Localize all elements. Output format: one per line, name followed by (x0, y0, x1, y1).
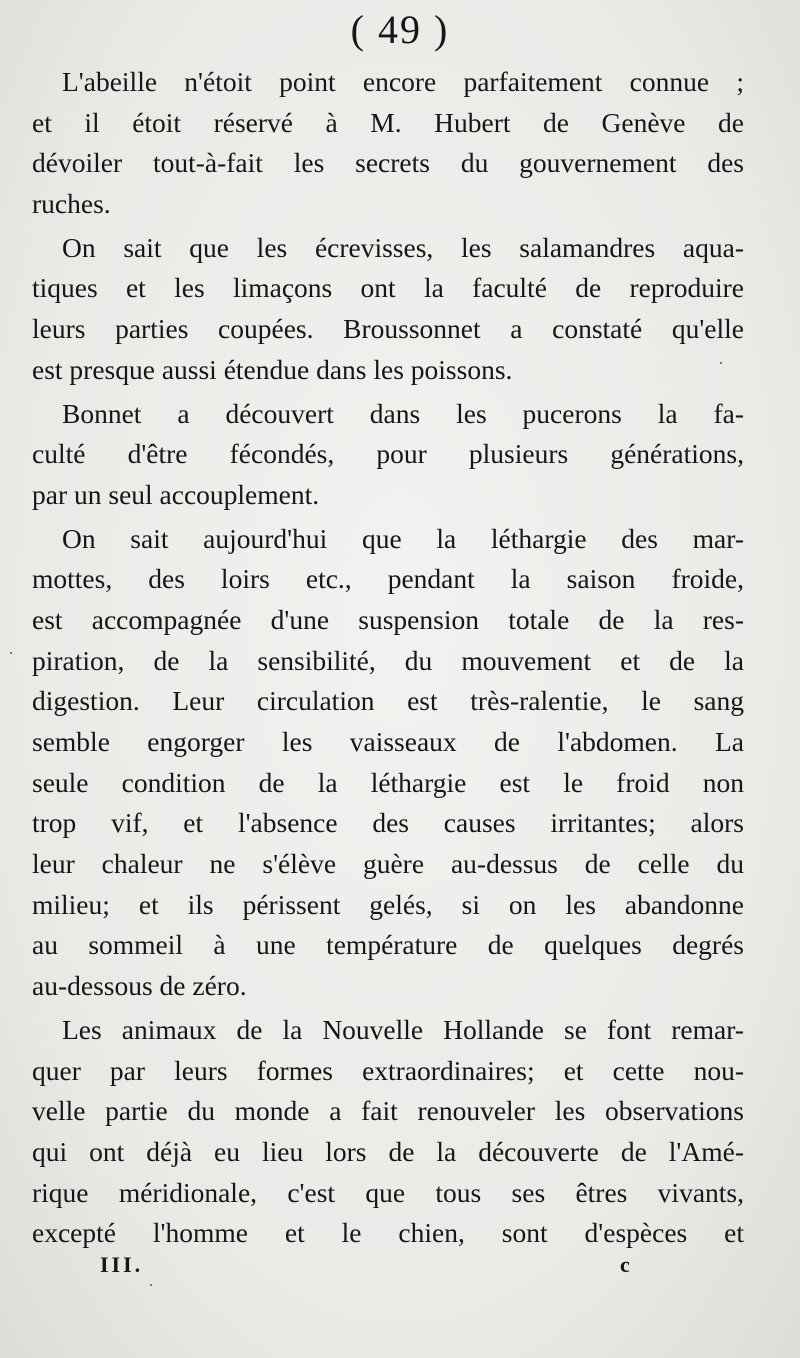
text-line: par un seul accouplement. (32, 478, 320, 510)
text-line: trop vif, et l'absence des causes irritantes; alors (32, 807, 744, 839)
paragraph (32, 1010, 744, 1254)
text-line: piration, de la sensibilité, du mouvement et de la (32, 644, 744, 676)
text-line: est presque aussi étendue dans les poissons. (32, 353, 513, 385)
text-line: au-dessous de zéro. (32, 970, 247, 1002)
text-line: seule condition de la léthargie est le froid non (32, 766, 744, 798)
text-line: et il étoit réservé à M. Hubert de Genève de (32, 106, 744, 138)
print-speck (10, 652, 12, 654)
text-line: digestion. Leur circulation est très-ralentie, le sang (32, 685, 744, 717)
text-line: au sommeil à une température de quelques degrés (32, 929, 744, 961)
text-line: ruches. (32, 188, 111, 220)
text-line: leur chaleur ne s'élève guère au-dessus de celle du (32, 848, 744, 880)
text-line: On sait aujourd'hui que la léthargie des mar- (62, 522, 744, 554)
print-speck (150, 1284, 152, 1286)
paragraph (32, 519, 744, 1007)
print-speck (720, 362, 722, 364)
text-line: On sait que les écrevisses, les salamandres aqua- (62, 231, 744, 263)
text-line: Les animaux de la Nouvelle Hollande se font remar- (62, 1013, 744, 1045)
body-text (32, 62, 744, 1254)
text-line: leurs parties coupées. Broussonnet a constaté qu'elle (32, 313, 744, 345)
paragraph (32, 228, 744, 391)
text-line: est accompagnée d'une suspension totale de la res- (32, 603, 744, 635)
page-number: ( 49 ) (350, 7, 450, 52)
text-line: semble engorger les vaisseaux de l'abdomen. La (32, 726, 744, 757)
text-line: excepté l'homme et le chien, sont d'espèces et (32, 1217, 744, 1249)
text-line: culté d'être fécondés, pour plusieurs générations, (32, 438, 744, 470)
text-line: Bonnet a découvert dans les pucerons la fa- (62, 397, 744, 429)
signature-mark: III. (100, 1252, 144, 1277)
text-line: quer par leurs formes extraordinaires; et cette nou- (32, 1054, 744, 1086)
page-footer (0, 1252, 800, 1292)
text-line: velle partie du monde a fait renouveler les observations (32, 1095, 744, 1127)
text-line: qui ont déjà eu lieu lors de la découverte de l'Amé- (32, 1135, 744, 1167)
paragraph (32, 394, 744, 516)
paragraph (32, 62, 744, 225)
text-line: mottes, des loirs etc., pendant la saison froide, (32, 563, 744, 595)
text-line: milieu; et ils périssent gelés, si on les abandonne (32, 888, 744, 920)
text-line: L'abeille n'étoit point encore parfaitement connue ; (62, 66, 744, 97)
text-line: tiques et les limaçons ont la faculté de reproduire (32, 272, 744, 304)
catchword: c (620, 1252, 630, 1277)
text-line: dévoiler tout-à-fait les secrets du gouvernement des (32, 147, 744, 179)
text-line: rique méridionale, c'est que tous ses êtres vivants, (32, 1176, 744, 1208)
